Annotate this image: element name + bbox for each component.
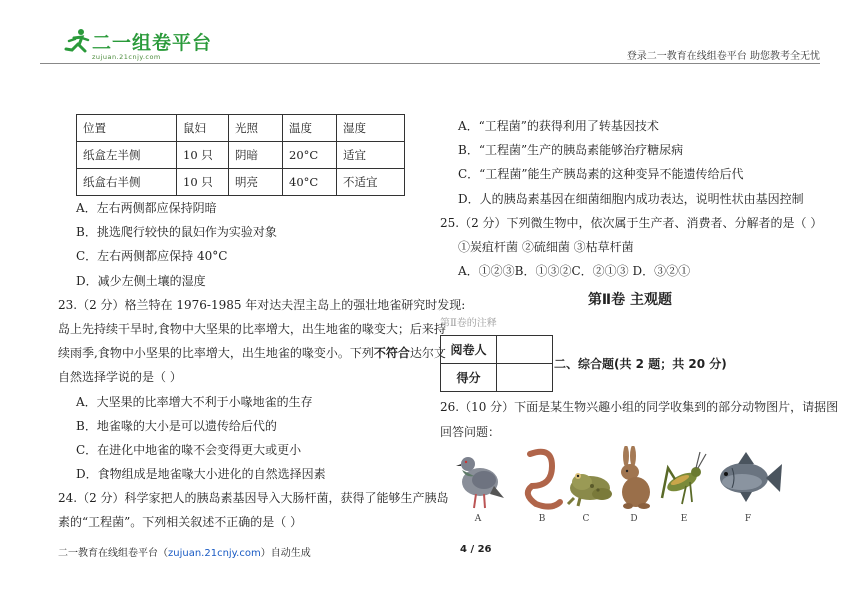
table-cell: 湿度 [337, 115, 405, 142]
table-row [77, 169, 405, 196]
table-cell: 适宜 [337, 142, 405, 169]
score-table [440, 335, 553, 392]
footer-text: 二一教育在线组卷平台（ [58, 548, 168, 559]
q24-option-c: C．“工程菌”能生产胰岛素的这种变异不能遗传给后代 [458, 167, 744, 182]
footer-text-end: ）自动生成 [260, 548, 311, 559]
q24-stem-line1: 24.（2 分）科学家把人的胰岛素基因导入大肠杆菌，获得了能够生产胰岛 [58, 491, 449, 506]
table-cell: 纸盒左半侧 [77, 142, 177, 169]
q22-option-b: B．挑选爬行较快的鼠妇作为实验对象 [76, 225, 277, 240]
q25-stem: 25.（2 分）下列微生物中，依次属于生产者、消费者、分解者的是（ ） [440, 215, 823, 230]
table-row [77, 142, 405, 169]
animal-label-a: A [474, 513, 482, 524]
animal-images [440, 446, 820, 528]
table-cell: 光照 [229, 115, 283, 142]
grasshopper-image [658, 446, 708, 512]
q23-option-c: C．在进化中地雀的喙不会变得更大或更小 [76, 442, 302, 457]
logo-text: 二一组卷平台 [92, 32, 213, 54]
score-label: 得分 [441, 364, 497, 392]
animal-label-d: D [630, 513, 638, 524]
table-cell: 鼠妇 [177, 115, 229, 142]
experiment-table [76, 114, 405, 196]
header-divider [40, 63, 820, 64]
table-row [441, 364, 553, 392]
logo [64, 26, 264, 64]
grader-label: 阅卷人 [441, 336, 497, 364]
q24-stem-line2: 素的“工程菌”。下列相关叙述不正确的是（ ） [58, 515, 303, 530]
q24-option-d: D．人的胰岛素基因在细菌细胞内成功表达，说明性状由基因控制 [458, 191, 804, 206]
q23-stem-line3 [58, 341, 446, 365]
q23-emphasis: 不符合 [373, 346, 410, 361]
pigeon-image [454, 446, 504, 512]
q26-stem-line2: 回答问题： [440, 424, 501, 439]
grader-box [497, 336, 553, 364]
q23-stem-text-end: 达尔文 [409, 346, 446, 361]
score-section [440, 335, 820, 395]
animal-label-c: C [582, 513, 590, 524]
animal-label-e: E [680, 513, 688, 524]
animal-label-f: F [744, 513, 752, 524]
table-cell: 明亮 [229, 169, 283, 196]
q23-stem-line2: 岛上先持续干旱时,食物中大坚果的比率增大，出生地雀的喙变大；后来持 [58, 321, 446, 336]
animal-label-b: B [538, 513, 546, 524]
q23-option-b: B．地雀喙的大小是可以遗传给后代的 [76, 418, 277, 433]
table-cell: 20°C [283, 142, 337, 169]
q24-option-a: A．“工程菌”的获得利用了转基因技术 [458, 119, 659, 133]
header-slogan: 登录二一教育在线组卷平台 助您教考全无忧 [626, 51, 820, 62]
part2-title: 第Ⅱ卷 主观题 [587, 292, 673, 309]
page-number: 4 / 26 [460, 544, 492, 555]
table-cell: 位置 [77, 115, 177, 142]
q24-option-b: B．“工程菌”生产的胰岛素能够治疗糖尿病 [458, 143, 684, 158]
q23-option-a: A．大坚果的比率增大不利于小喙地雀的生存 [76, 394, 313, 409]
q22-option-a: A．左右两侧都应保持阴暗 [76, 201, 217, 215]
table-cell: 阴暗 [229, 142, 283, 169]
table-cell: 40°C [283, 169, 337, 196]
q23-option-d: D．食物组成是地雀喙大小进化的自然选择因素 [76, 467, 326, 482]
rabbit-image [614, 446, 654, 512]
q22-option-c: C．左右两侧都应保持 40°C [76, 249, 228, 264]
table-cell: 10 只 [177, 169, 229, 196]
section2-heading: 二、综合题(共 2 题；共 20 分) [554, 357, 727, 372]
left-column [58, 114, 466, 535]
logo-subtext: zujuan.21cnjy.com [92, 53, 161, 61]
runner-logo-icon [64, 28, 92, 58]
score-box [497, 364, 553, 392]
q25-items: ①炭疽杆菌 ②硫细菌 ③枯草杆菌 [458, 239, 634, 254]
table-cell: 不适宜 [337, 169, 405, 196]
table-cell: 纸盒右半侧 [77, 169, 177, 196]
earthworm-image [522, 446, 566, 512]
footer-source [58, 544, 311, 559]
fish-image [712, 446, 784, 512]
page-header [40, 22, 820, 64]
table-header-row [77, 115, 405, 142]
table-cell: 10 只 [177, 142, 229, 169]
table-cell: 温度 [283, 115, 337, 142]
q23-stem-text: 续雨季,食物中小坚果的比率增大，出生地雀的喙变小。下列 [58, 346, 374, 361]
frog-image [564, 446, 616, 512]
q26-stem-line1: 26.（10 分）下面是某生物兴趣小组的同学收集到的部分动物图片，请据图 [440, 400, 839, 415]
q25-options: A．①②③B．①③②C．②①③ D．③②① [458, 264, 691, 279]
q23-stem-line1: 23.（2 分）格兰特在 1976-1985 年对达夫涅主岛上的强壮地雀研究时发现: [58, 297, 466, 312]
table-row [441, 336, 553, 364]
q22-option-d: D．减少左侧土壤的湿度 [76, 273, 206, 288]
right-column [440, 114, 839, 528]
part2-note: 第Ⅱ卷的注释 [440, 318, 497, 330]
footer-link[interactable]: zujuan.21cnjy.com [168, 548, 261, 559]
q23-stem-line4: 自然选择学说的是（ ） [58, 370, 182, 385]
